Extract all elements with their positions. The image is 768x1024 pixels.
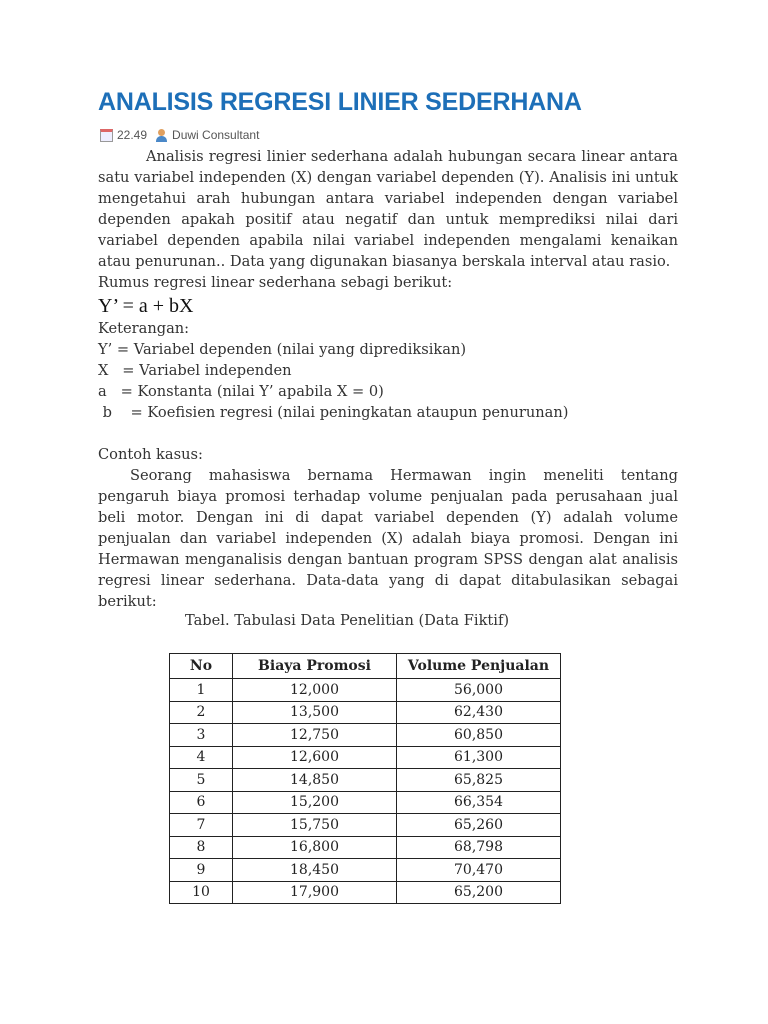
keterangan-label: Keterangan: (98, 320, 190, 337)
table-row (170, 836, 561, 859)
case-heading: Contoh kasus: (98, 446, 203, 463)
table-row (170, 724, 561, 747)
header-volume-penjualan: Volume Penjualan (397, 654, 561, 679)
cell-no: 4 (170, 746, 233, 769)
cell-biaya-promosi: 18,450 (233, 859, 397, 882)
cell-no: 3 (170, 724, 233, 747)
cell-volume-penjualan: 66,354 (397, 791, 561, 814)
cell-biaya-promosi: 16,800 (233, 836, 397, 859)
cell-biaya-promosi: 15,750 (233, 814, 397, 837)
table-row (170, 769, 561, 792)
cell-volume-penjualan: 61,300 (397, 746, 561, 769)
calendar-icon (100, 129, 113, 142)
cell-biaya-promosi: 14,850 (233, 769, 397, 792)
intro-paragraph: Analisis regresi linier sederhana adalah hubungan secara linear antara satu variabel independen (X) dengan variabel dependen (Y). Analisis ini untuk mengetahui arah hubungan antara variabel independen dengan variabel dependen apakah positif atau negatif dan untuk memprediksi nilai dari variabel dependen apabila nilai variabel independen mengalami kenaikan atau penurunan.. Data yang digunakan biasanya berskala interval atau rasio. (98, 148, 678, 270)
cell-no: 8 (170, 836, 233, 859)
cell-no: 9 (170, 859, 233, 882)
table-row (170, 701, 561, 724)
cell-volume-penjualan: 68,798 (397, 836, 561, 859)
legend-item: b = Koefisien regresi (nilai peningkatan ataupun penurunan) (98, 404, 569, 421)
cell-biaya-promosi: 12,000 (233, 679, 397, 702)
cell-volume-penjualan: 60,850 (397, 724, 561, 747)
user-icon (155, 129, 168, 142)
table-row (170, 791, 561, 814)
cell-no: 6 (170, 791, 233, 814)
cell-volume-penjualan: 65,260 (397, 814, 561, 837)
legend-item: Y’ = Variabel dependen (nilai yang diprediksikan) (98, 341, 467, 358)
article-body (98, 146, 678, 612)
post-author[interactable]: Duwi Consultant (172, 128, 260, 142)
table-caption: Tabel. Tabulasi Data Penelitian (Data Fiktif) (185, 612, 510, 629)
legend-item: X = Variabel independen (98, 362, 292, 379)
table-row (170, 814, 561, 837)
cell-no: 7 (170, 814, 233, 837)
table-row (170, 881, 561, 904)
cell-biaya-promosi: 13,500 (233, 701, 397, 724)
regression-formula: Y’ = a + bX (98, 295, 194, 317)
formula-intro: Rumus regresi linear sederhana sebagi berikut: (98, 274, 453, 291)
post-meta (100, 128, 259, 142)
cell-volume-penjualan: 65,825 (397, 769, 561, 792)
cell-volume-penjualan: 70,470 (397, 859, 561, 882)
table-row (170, 859, 561, 882)
post-time: 22.49 (117, 128, 148, 142)
cell-no: 10 (170, 881, 233, 904)
cell-volume-penjualan: 65,200 (397, 881, 561, 904)
cell-biaya-promosi: 17,900 (233, 881, 397, 904)
cell-biaya-promosi: 12,750 (233, 724, 397, 747)
cell-volume-penjualan: 56,000 (397, 679, 561, 702)
cell-no: 5 (170, 769, 233, 792)
cell-biaya-promosi: 15,200 (233, 791, 397, 814)
cell-volume-penjualan: 62,430 (397, 701, 561, 724)
case-paragraph: Seorang mahasiswa bernama Hermawan ingin meneliti tentang pengaruh biaya promosi terhadap volume penjualan pada perusahaan jual beli motor. Dengan ini di dapat variabel dependen (Y) adalah volume penjualan dan variabel independen (X) adalah biaya promosi. Dengan ini Hermawan menganalisis dengan bantuan program SPSS dengan alat analisis regresi linear sederhana. Data-data yang di dapat ditabulasikan sebagai berikut: (98, 467, 678, 610)
page-title: ANALISIS REGRESI LINIER SEDERHANA (98, 88, 582, 116)
header-no: No (170, 654, 233, 679)
table-header-row (170, 654, 561, 679)
data-table (169, 653, 561, 904)
header-biaya-promosi: Biaya Promosi (233, 654, 397, 679)
cell-biaya-promosi: 12,600 (233, 746, 397, 769)
table-row (170, 746, 561, 769)
table-row (170, 679, 561, 702)
cell-no: 2 (170, 701, 233, 724)
legend-item: a = Konstanta (nilai Y’ apabila X = 0) (98, 383, 384, 400)
cell-no: 1 (170, 679, 233, 702)
